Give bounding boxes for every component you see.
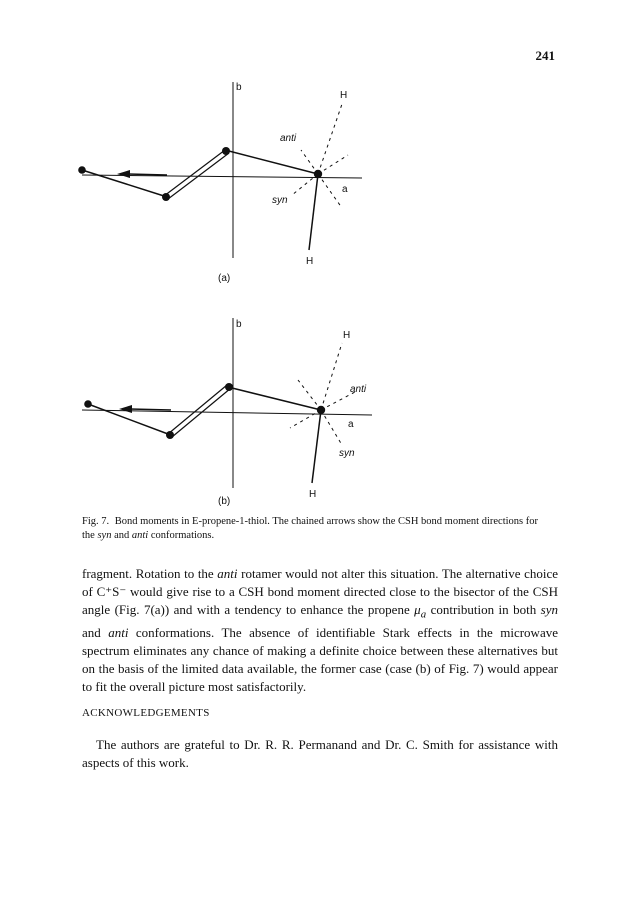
bond-c-s-b <box>228 387 321 410</box>
p1-part-b: rotamer would not alter this situation. The alternative choice of C⁺S⁻ would give rise to a CSH bond moment directed close to the bisector of the CSH angle (Fig. 7(a)) and with a tendency to enhance the propene <box>82 566 558 617</box>
anti-label-a: anti <box>280 133 297 144</box>
caption-anti: anti <box>131 530 149 541</box>
caption-syn: syn <box>97 530 112 541</box>
a-axis-label-b: a <box>348 419 354 430</box>
figure-label: Fig. 7. <box>82 516 110 527</box>
b-axis-label-b: b <box>236 319 242 330</box>
h-top-label-a: H <box>340 90 348 101</box>
syn-label-b: syn <box>339 448 355 459</box>
atom-s-a <box>314 170 322 178</box>
acknowledgements-text: The authors are grateful to Dr. R. R. Permanand and Dr. C. Smith for assistance with aspects of this work. <box>82 737 558 770</box>
p1-mu-symbol: μ <box>414 602 421 617</box>
h-direction-top-b <box>321 343 342 410</box>
p1-part-c: contribution in both <box>426 602 541 617</box>
atom-c2-a <box>162 193 170 201</box>
atom-s-b <box>317 406 325 414</box>
double-bond-a-1 <box>164 150 225 196</box>
p1-mu-subscript: a <box>420 608 427 621</box>
h-top-label-b: H <box>343 330 351 341</box>
double-bond-b-1 <box>168 385 227 434</box>
h-bottom-label-b: H <box>309 489 317 500</box>
anti-label-b: anti <box>350 384 367 395</box>
syn-label-a: syn <box>272 195 288 206</box>
figure-7b-diagram <box>0 308 637 508</box>
page-number: 241 <box>535 48 555 63</box>
arrow-shaft-b <box>130 409 171 410</box>
figure-caption <box>82 515 552 543</box>
atom-c3-a <box>222 147 230 155</box>
p1-syn: syn <box>540 602 558 617</box>
p1-part-d: and <box>82 624 109 640</box>
arrow-shaft-a <box>128 174 167 175</box>
caption-text-1: Bond moments in E-propene-1-thiol. The chained arrows show the CSH bond moment directions for the <box>82 516 538 541</box>
atom-c3-b <box>225 383 233 391</box>
acknowledgements-body <box>82 736 558 772</box>
bond-c-s-a <box>225 150 318 174</box>
atom-c1-a <box>78 166 86 174</box>
body-paragraph <box>82 565 558 696</box>
syn-extension-a <box>318 155 348 174</box>
figure-7a-diagram <box>0 70 637 285</box>
caption-text-3: conformations. <box>148 530 215 541</box>
syn-direction-b <box>321 410 342 445</box>
caption-text-2: and <box>111 530 132 541</box>
panel-label-b: (b) <box>218 496 231 507</box>
acknowledgements-heading: ACKNOWLEDGEMENTS <box>82 707 210 719</box>
syn-extension-b <box>290 410 321 428</box>
panel-label-a: (a) <box>218 273 231 284</box>
p1-anti-2: anti <box>108 624 129 640</box>
p1-part-a: fragment. Rotation to the <box>82 566 218 581</box>
h-bottom-label-a: H <box>306 256 314 267</box>
p1-anti-1: anti <box>217 566 238 581</box>
atom-c2-b <box>166 431 174 439</box>
h-direction-top-a <box>318 104 342 174</box>
atom-c1-b <box>84 400 92 408</box>
a-axis-label-a: a <box>342 184 348 195</box>
bond-s-h-b <box>312 410 321 483</box>
bond-s-h-a <box>309 174 318 250</box>
anti-extension-a <box>318 174 342 208</box>
b-axis-label-a: b <box>236 82 242 93</box>
p1-part-e: conformations. The absence of identifiable Stark effects in the microwave spectrum eliminates any chance of making a definite choice between these alternatives but on the basis of the limited data available, the former case (case (b) of Fig. 7) would appear to fit the overall picture most satisfactorily. <box>82 624 558 694</box>
paragraph-1 <box>82 565 558 696</box>
